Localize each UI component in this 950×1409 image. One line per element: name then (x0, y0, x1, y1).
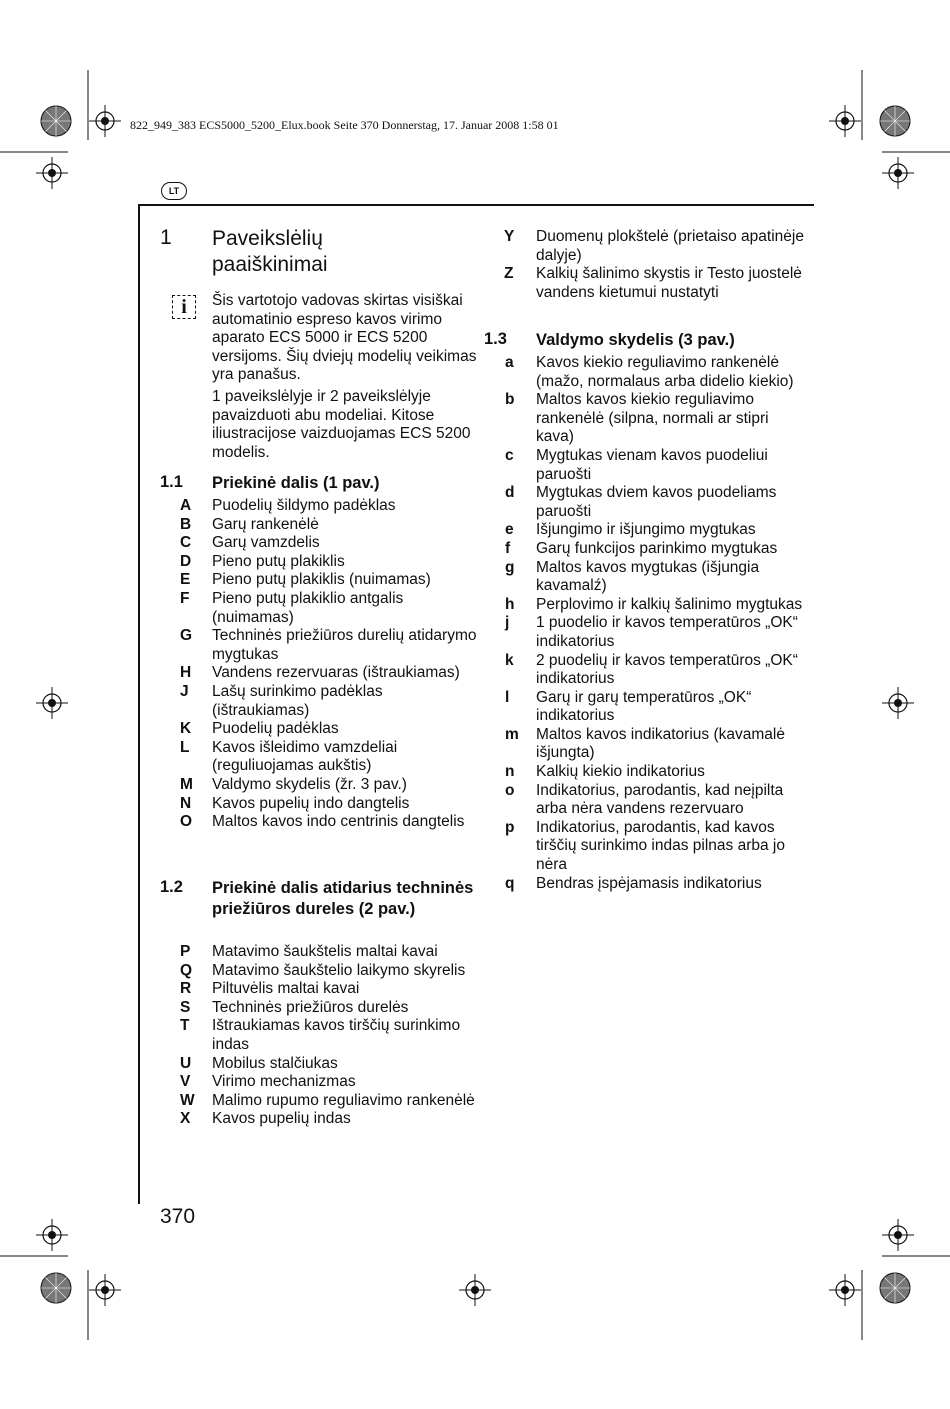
legend-text: Garų rankenėlė (212, 515, 319, 533)
legend-key: j (505, 614, 510, 632)
legend-text: Techninės priežiūros durelės (212, 998, 409, 1016)
section-1-title: Paveikslėlių paaiškinimai (212, 227, 328, 276)
legend-key: G (180, 627, 193, 645)
legend-text: Maltos kavos indikatorius (kavamalė išjungta) (536, 725, 785, 762)
legend-key: Z (504, 265, 514, 283)
margin-rule (138, 204, 140, 1204)
legend-key: O (180, 813, 193, 831)
legend-key: e (505, 521, 514, 539)
legend-key: b (505, 391, 515, 409)
legend-item (180, 515, 477, 535)
legend-text: Kavos kiekio reguliavimo rankenėlė (mažo, normalaus arba didelio kiekio) (536, 354, 794, 390)
legend-text: Kalkių šalinimo skystis ir Testo juostelė vandens kietumui nustatyti (536, 265, 802, 301)
legend-text: 1 puodelio ir kavos temperatūros „OK“ indikatorius (536, 614, 798, 650)
legend-text: Pieno putų plakiklis (nuimamas) (212, 571, 431, 589)
legend-key: o (505, 781, 515, 799)
section-1-1-number: 1.1 (160, 473, 183, 491)
legend-key: N (180, 794, 192, 812)
legend-key: W (180, 1091, 195, 1109)
legend-key: n (505, 763, 515, 781)
legend-item (180, 1054, 477, 1074)
legend-key: d (505, 484, 515, 502)
intro-paragraph: Šis vartotojo vadovas skirtas visiškai automatinio espreso kavos virimo aparato ECS 5000 ir ECS 5200 versijoms. Šių dviejų modelių veikimas yra panašus. (212, 292, 477, 384)
legend-text: Išjungimo ir išjungimo mygtukas (536, 521, 756, 539)
legend-text: Pieno putų plakiklis (212, 552, 345, 570)
legend-item (504, 265, 806, 302)
legend-list-control-panel (505, 354, 806, 893)
legend-text: Kavos pupelių indas (212, 1110, 351, 1128)
legend-item (180, 1073, 477, 1092)
section-1-2-title: Priekinė dalis atidarius techninės priežiūros dureles (2 pav.) (212, 879, 474, 918)
legend-item (505, 595, 806, 615)
section-1-3-number: 1.3 (484, 330, 507, 348)
legend-item (180, 775, 477, 795)
legend-item (505, 688, 806, 726)
legend-text: Indikatorius, parodantis, kad neįpilta arba nėra vandens rezervuaro (536, 781, 784, 818)
legend-item (505, 781, 806, 819)
legend-key: R (180, 980, 192, 998)
legend-key: V (180, 1073, 191, 1091)
legend-item (180, 664, 477, 683)
legend-text: Ištraukiamas kavos tirščių surinkimo indas (212, 1017, 461, 1053)
legend-text: Techninės priežiūros durelių atidarymo mygtukas (212, 627, 477, 663)
legend-text: Kavos išleidimo vamzdeliai (reguliuojamas aukštis) (212, 738, 398, 775)
legend-text: Maltos kavos mygtukas (išjungia kavamalź) (536, 558, 760, 595)
legend-text: Matavimo šaukštelio laikymo skyrelis (212, 961, 466, 979)
page-number: 370 (160, 1205, 196, 1228)
legend-item (180, 1017, 477, 1054)
legend-text: Garų vamzdelis (212, 534, 320, 552)
legend-key: U (180, 1054, 192, 1072)
legend-text: Mygtukas dviem kavos puodeliams paruošti (536, 484, 777, 520)
legend-text: Maltos kavos kiekio reguliavimo rankenėlė (silpna, normali ar stipri kava) (536, 391, 769, 446)
legend-key: T (180, 1017, 190, 1035)
legend-text: Kalkių kiekio indikatorius (536, 763, 705, 781)
legend-key: F (180, 589, 190, 607)
legend-list-front (180, 497, 477, 832)
legend-item (504, 228, 806, 265)
legend-text: Garų funkcijos parinkimo mygtukas (536, 539, 778, 557)
legend-text: Pieno putų plakiklio antgalis (nuimamas) (212, 589, 404, 626)
info-icon (172, 295, 196, 319)
legend-text: Kavos pupelių indo dangtelis (212, 794, 410, 812)
info-icon-glyph: i (181, 296, 187, 318)
legend-key: c (505, 446, 514, 464)
legend-item (505, 651, 806, 689)
legend-item (180, 998, 477, 1018)
language-badge: LT (161, 182, 187, 200)
legend-key: k (505, 651, 514, 669)
legend-text: 2 puodelių ir kavos temperatūros „OK“ indikatorius (536, 651, 798, 688)
legend-text: Indikatorius, parodantis, kad kavos tirščių surinkimo indas pilnas arba jo nėra (536, 818, 785, 874)
legend-text: Mobilus stalčiukas (212, 1054, 338, 1072)
legend-key: J (180, 682, 189, 700)
legend-key: E (180, 571, 191, 589)
legend-text: Perplovimo ir kalkių šalinimo mygtukas (536, 595, 803, 613)
legend-key: p (505, 818, 515, 836)
legend-item (505, 521, 806, 540)
legend-item (180, 813, 477, 832)
legend-key: g (505, 558, 515, 576)
legend-text: Lašų surinkimo padėklas (ištraukiamas) (212, 682, 383, 719)
legend-item (180, 1110, 477, 1129)
legend-text: Mygtukas vienam kavos puodeliui paruošti (536, 446, 768, 483)
legend-key: l (505, 688, 510, 706)
legend-item (505, 539, 806, 559)
print-header: 822_949_383 ECS5000_5200_Elux.book Seite 370 Donnerstag, 17. Januar 2008 1:58 01 (130, 118, 559, 132)
legend-key: M (180, 775, 193, 793)
intro-paragraph-2: 1 paveikslėlyje ir 2 paveikslėlyje pavaizduoti abu modeliai. Kitose iliustracijose vaizduojamas ECS 5200 modelis. (212, 388, 471, 461)
section-1-number: 1 (160, 226, 172, 249)
legend-text: Bendras įspėjamasis indikatorius (536, 874, 762, 892)
legend-item (505, 354, 806, 391)
legend-text: Malimo rupumo reguliavimo rankenėlė (212, 1091, 475, 1109)
legend-text: Puodelių šildymo padėklas (212, 497, 396, 514)
legend-key: A (180, 497, 192, 514)
legend-item (180, 738, 477, 776)
legend-text: Matavimo šaukštelis maltai kavai (212, 943, 438, 960)
legend-item (180, 720, 477, 739)
legend-text: Piltuvėlis maltai kavai (212, 980, 360, 998)
legend-key: q (505, 874, 515, 892)
legend-list-open-left (180, 943, 477, 1129)
legend-key: Q (180, 961, 193, 979)
legend-text: Duomenų plokštelė (prietaiso apatinėje dalyje) (536, 228, 804, 264)
section-1-3-title: Valdymo skydelis (3 pav.) (536, 331, 735, 349)
legend-key: P (180, 943, 191, 960)
section-1-1-title: Priekinė dalis (1 pav.) (212, 474, 380, 492)
legend-list-open-right (504, 228, 806, 302)
legend-key: D (180, 552, 192, 570)
legend-item (180, 534, 477, 553)
legend-item (505, 874, 806, 894)
legend-text: Maltos kavos indo centrinis dangtelis (212, 813, 465, 831)
legend-key: K (180, 720, 192, 738)
legend-item (505, 818, 806, 875)
legend-key: L (180, 738, 190, 756)
legend-item (180, 552, 477, 572)
legend-item (505, 558, 806, 596)
legend-item (505, 725, 806, 763)
legend-item (505, 446, 806, 484)
legend-item (180, 497, 477, 516)
legend-item (505, 484, 806, 521)
legend-text: Virimo mechanizmas (212, 1073, 356, 1091)
legend-item (505, 614, 806, 651)
legend-item (180, 627, 477, 664)
legend-item (180, 1091, 477, 1111)
legend-key: C (180, 534, 192, 552)
legend-key: h (505, 595, 515, 613)
legend-item (180, 794, 477, 814)
legend-item (180, 571, 477, 590)
header-rule (138, 204, 814, 206)
legend-key: f (505, 539, 511, 557)
legend-key: X (180, 1110, 191, 1128)
legend-key: B (180, 515, 192, 533)
legend-key: S (180, 998, 191, 1016)
legend-text: Puodelių padėklas (212, 720, 339, 738)
legend-text: Garų ir garų temperatūros „OK“ indikatorius (536, 688, 752, 725)
legend-item (180, 589, 477, 627)
legend-item (180, 961, 477, 981)
legend-item (180, 682, 477, 720)
legend-key: H (180, 664, 192, 682)
legend-item (180, 980, 477, 999)
legend-item (505, 391, 806, 447)
legend-text: Valdymo skydelis (žr. 3 pav.) (212, 775, 407, 793)
legend-item (505, 763, 806, 782)
section-1-2-number: 1.2 (160, 878, 183, 896)
legend-key: m (505, 725, 519, 743)
legend-text: Vandens rezervuaras (ištraukiamas) (212, 664, 460, 682)
legend-key: a (505, 354, 514, 371)
legend-key: Y (504, 228, 515, 245)
legend-item (180, 943, 477, 962)
